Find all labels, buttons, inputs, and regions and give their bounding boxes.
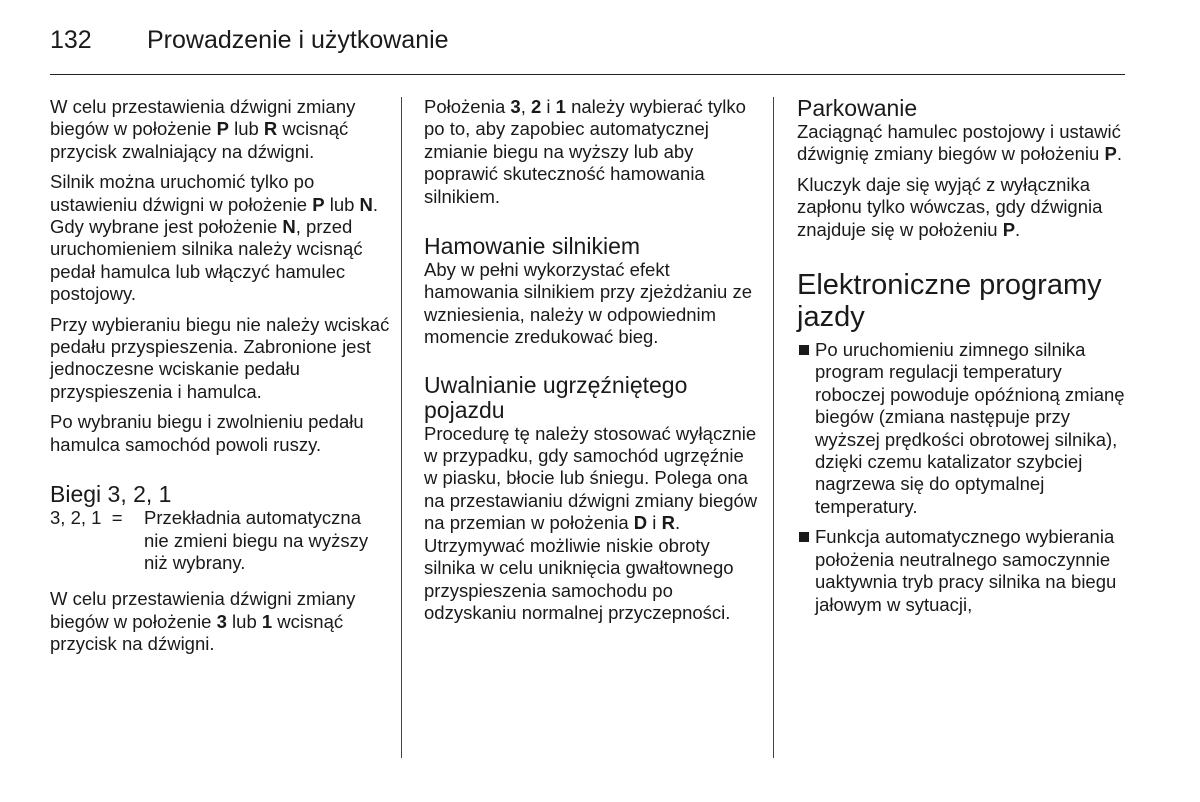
gears-heading: Biegi 3, 2, 1 [50, 481, 172, 508]
text: . [1116, 143, 1122, 165]
paragraph-no-accelerator: Przy wybieraniu biegu nie należy wciskać pedału przyspieszenia. Zabronione jest jednoczesne wciskanie pedału przyspieszenia i hamulca. [50, 313, 390, 402]
header-divider [50, 74, 1125, 75]
text: Silnik można uruchomić tylko po ustawieniu dźwigni w położenie [50, 171, 315, 215]
electronic-programs-heading: Elektroniczne programy jazdy [797, 269, 1102, 334]
gear-p: P [312, 193, 325, 215]
paragraph-stuck-vehicle [424, 423, 762, 625]
paragraph-engine-start [50, 171, 390, 305]
text: i [541, 96, 556, 117]
column-1 [50, 96, 390, 664]
column-2 [424, 96, 762, 632]
paragraph-parking [797, 121, 1127, 166]
paragraph-engine-brake: Aby w pełni wykorzystać efekt hamowania silnikiem przy zjeżdżaniu ze wzniesienia, należy w odpowiednim momencie zredukować bieg. [424, 259, 753, 348]
text: Kluczyk daje się wyjąć z wyłącznika zapłonu tylko wówczas, gdy dźwignia znajduje się w położeniu [797, 173, 1103, 240]
gear-p: P [1002, 218, 1016, 240]
text: należy wybierać tylko po to, aby zapobiec automatycznej zmianie biegu na wyższy lub aby poprawić skuteczność hamowania silnikiem. [424, 96, 746, 207]
text: lub [324, 193, 360, 215]
paragraph-gear-3-1 [50, 588, 390, 655]
list-item [797, 526, 1127, 616]
text: Położenia [424, 96, 511, 117]
gear-1: 1 [261, 610, 273, 632]
text: . Gdy wybrane jest położenie [50, 193, 379, 238]
programs-list [797, 339, 1127, 616]
gear-d: D [633, 512, 648, 534]
text: . [1015, 218, 1021, 240]
text: lub [228, 118, 264, 140]
text: Procedurę tę należy stosować wyłącznie w przypadku, gdy samochód ugrzęźnie w piasku, błocie lub śniegu. Polega ona na przestawianiu dźwigni zmiany biegów na przemian w położenia [424, 422, 758, 534]
text: , [520, 96, 531, 117]
list-item [797, 339, 1127, 518]
page-header [50, 22, 1125, 74]
gear-r: R [263, 118, 278, 140]
list-item-text: Funkcja automatycznego wybierania położenia neutralnego samoczynnie uaktywnia tryb pracy silnika na biegu jałowym w sytuacji, [815, 526, 1117, 615]
text: Zaciągnąć hamulec postojowy i ustawić dźwignię zmiany biegów w położeniu [797, 121, 1121, 165]
text: . Utrzymywać możliwie niskie obroty silnika w celu uniknięcia gwałtownego przyspieszenia samochodu po odzyskaniu normalnej przyczepności. [424, 512, 734, 623]
gears-term: 3, 2, 1 = [50, 507, 123, 529]
gear-n: N [359, 193, 373, 215]
text: , przed uruchomieniem silnika należy wcisnąć pedał hamulca lub włączyć hamulec postojowy. [50, 216, 363, 305]
gear-p: P [216, 118, 229, 140]
gear-2: 2 [530, 96, 542, 117]
text: W celu przestawienia dźwigni zmiany biegów w położenie [50, 96, 356, 140]
gears-definition [50, 507, 390, 574]
text: wcisnąć przycisk zwalniający na dźwigni. [50, 118, 349, 162]
gear-3: 3 [510, 96, 521, 117]
parking-heading: Parkowanie [797, 95, 918, 121]
gear-n: N [282, 216, 296, 238]
stuck-vehicle-heading: Uwalnianie ugrzęźniętego pojazdu [424, 371, 688, 423]
gears-description: Przekładnia automatyczna nie zmieni biegu na wyższy niż wybrany. [144, 507, 369, 573]
column-divider-2 [773, 97, 774, 758]
engine-brake-heading: Hamowanie silnikiem [424, 233, 641, 260]
gear-1: 1 [555, 96, 566, 117]
text: W celu przestawienia dźwigni zmiany biegów w położenie [50, 588, 356, 632]
paragraph-gear-release [50, 96, 390, 163]
page-number: 132 [50, 26, 92, 54]
bullet-square-icon [799, 532, 809, 542]
gear-3: 3 [216, 610, 227, 632]
bullet-square-icon [799, 345, 809, 355]
column-divider-1 [401, 97, 402, 758]
paragraph-key-removal [797, 174, 1127, 241]
gear-p: P [1104, 143, 1117, 165]
column-3 [797, 96, 1127, 624]
text: wcisnąć przycisk na dźwigni. [50, 610, 344, 655]
text: i [647, 512, 662, 534]
gear-r: R [661, 512, 675, 534]
page-title: Prowadzenie i użytkowanie [147, 26, 449, 54]
list-item-text: Po uruchomieniu zimnego silnika program regulacji temperatury roboczej powoduje opóźnioną zmianę biegów (zmiana następuje przy wyższej prędkości obrotowej silnika), dzięki czemu katalizator szybciej nagrzewa się do optymalnej temperatury. [815, 339, 1125, 517]
paragraph-positions [424, 96, 762, 208]
paragraph-release-brake: Po wybraniu biegu i zwolnieniu pedału hamulca samochód powoli ruszy. [50, 411, 364, 455]
text: lub [226, 610, 262, 632]
